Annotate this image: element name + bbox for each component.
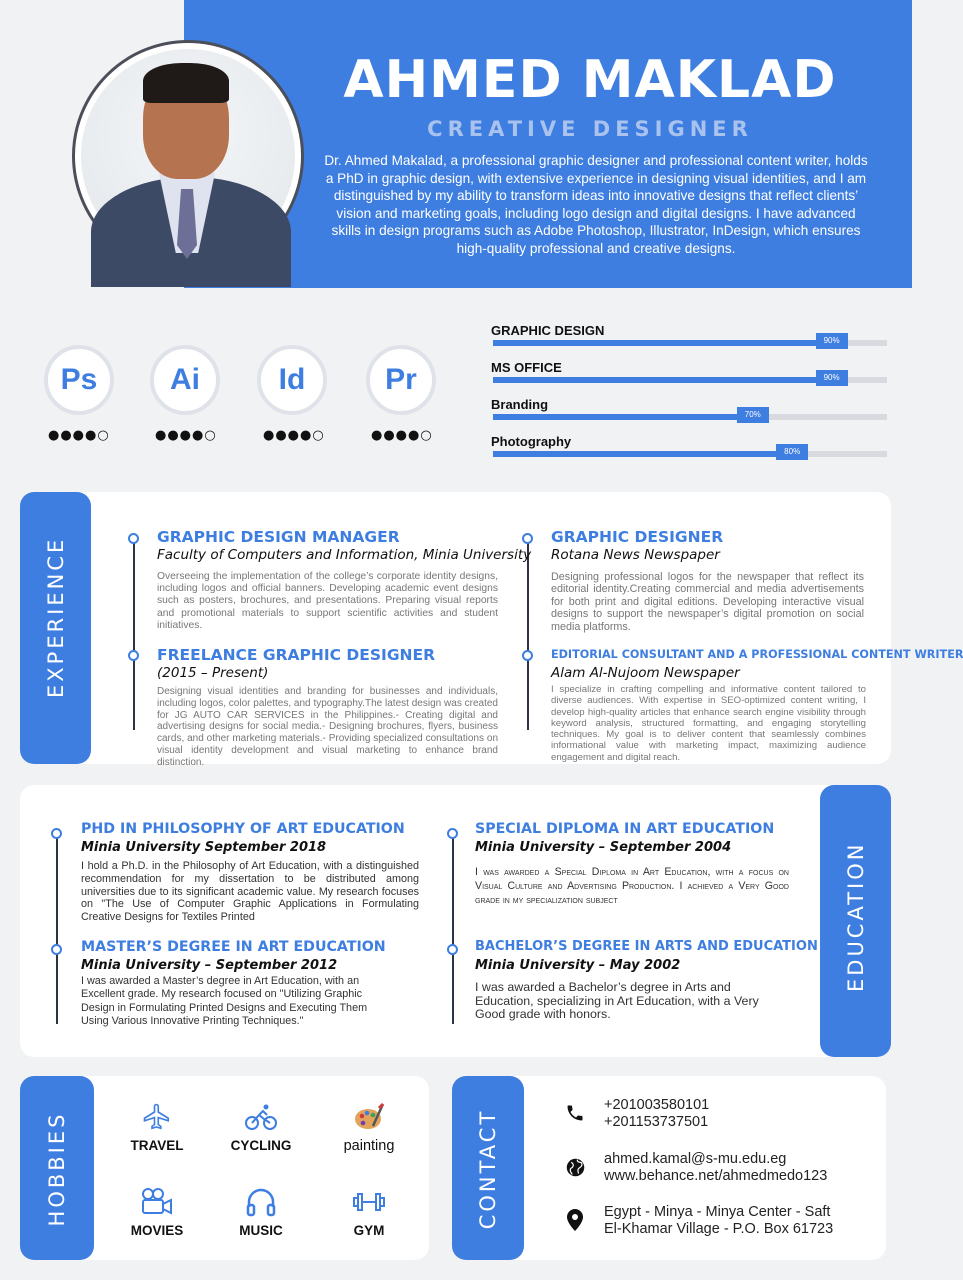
job-title-heading: EDITORIAL CONSULTANT AND A PROFESSIONAL CONTENT WRITER (551, 648, 963, 661)
job-title-heading: FREELANCE GRAPHIC DESIGNER (157, 646, 436, 664)
globe-icon (565, 1157, 586, 1178)
software-rating: ●●●●○ (371, 428, 433, 443)
skill-percent: 90% (816, 333, 848, 349)
headphones-icon (245, 1187, 277, 1217)
timeline-dot (447, 828, 458, 839)
degree-description: I hold a Ph.D. in the Philosophy of Art Education, with a distinguished recommendation for my dissertation to be distributed among universities due to its significant academic value. My research focuses on "The Use of Computer Graphic Applications in Formulating Creative Designs for Textiles Printed (81, 860, 419, 924)
phone-number[interactable]: +201003580101 (604, 1097, 710, 1113)
job-organization: Rotana News Newspaper (551, 547, 720, 563)
phone-icon (565, 1103, 585, 1123)
degree-institution: Minia University – September 2004 (475, 840, 732, 855)
degree-description: I was awarded a Master’s degree in Art Education, with an Excellent grade. My research focused on "Utilizing Graphic Design in Formulating Printed Designs and Executing Them Using Various Innovative Printing Techniques." (81, 975, 368, 1028)
degree-institution: Minia University – September 2012 (81, 958, 338, 973)
timeline-dot (447, 944, 458, 955)
address-line: El-Khamar Village - P.O. Box 61723 (604, 1221, 834, 1237)
timeline-line (56, 836, 58, 1024)
bio-text: Dr. Ahmed Makalad, a professional graphic designer and professional content writer, holds a PhD in graphic design, with extensive experience in designing visual identities, and I am distinguished by my ability to transform ideas into innovative designs that reflect clients’ vision and marketing goals, including logo design and digital designs. I have advanced skills in design programs such as Adobe Photoshop, Illustrator, InDesign, which ensures high-quality professional and creative designs. (324, 153, 868, 256)
hobby-music: MUSIC (221, 1187, 301, 1238)
education-heading: EDUCATION (844, 841, 868, 992)
job-description: Designing visual identities and branding for businesses and individuals, including logos, color palettes, and typography.The latest design was created for JG AUTO CAR SERVICES in the Philippines.- Creating digital and advertising designs for social media.- Designing brochures, flyers, business cards, and other marketing materials.- Providing specialized consultations on visual identity development and visual marketing to enhance brand distinction. (157, 686, 498, 768)
skill-percent: 90% (816, 370, 848, 386)
address-line: Egypt - Minya - Minya Center - Saft (604, 1204, 831, 1220)
timeline-dot (128, 650, 139, 661)
hobby-gym: GYM (329, 1187, 409, 1238)
job-title-heading: GRAPHIC DESIGNER (551, 528, 724, 546)
job-description: Overseeing the implementation of the college’s corporate identity designs, including logos and official banners. Developing academic event designs such as posters, brochures, and presentations. Preparing visual reports and promotional materials to support scientific activities and student initiatives. (157, 571, 498, 631)
contact-heading: CONTACT (476, 1108, 500, 1230)
job-title: CREATIVE DESIGNER (427, 117, 753, 141)
skill-bar (491, 434, 887, 456)
skill-bar (491, 397, 887, 419)
location-pin-icon (567, 1209, 583, 1231)
website-link[interactable]: www.behance.net/ahmedmedo123 (604, 1168, 828, 1184)
cycling-icon (244, 1102, 278, 1132)
degree-description: I was awarded a Bachelor’s degree in Arts and Education, specializing in Art Education, with a Very Good grade with honors. (475, 980, 759, 1022)
job-description: Designing professional logos for the newspaper that reflect its editorial identity.Creating commercial and media advertisements for both print and digital editions. Developing interactive visual designs to support the newspaper’s digital promotion on social media platforms. (551, 571, 864, 633)
software-rating: ●●●●○ (48, 428, 110, 443)
timeline-line (133, 540, 135, 730)
email-link[interactable]: ahmed.kamal@s-mu.edu.eg (604, 1151, 787, 1167)
degree-institution: Minia University – May 2002 (475, 958, 681, 973)
timeline-dot (51, 828, 62, 839)
hobbies-heading: HOBBIES (45, 1111, 69, 1227)
timeline-dot (522, 533, 533, 544)
degree-title: MASTER’S DEGREE IN ART EDUCATION (81, 939, 386, 955)
hobby-movies: MOVIES (117, 1187, 197, 1238)
timeline-dot (51, 944, 62, 955)
illustrator-icon: Ai (150, 345, 220, 415)
skill-label: Branding (491, 397, 549, 412)
premiere-icon: Pr (366, 345, 436, 415)
palette-icon (353, 1102, 385, 1132)
person-name: AHMED MAKLAD (343, 50, 837, 110)
hobby-travel: TRAVEL (117, 1102, 197, 1153)
hobby-cycling: CYCLING (221, 1102, 301, 1153)
skill-label: GRAPHIC DESIGN (491, 323, 605, 338)
dumbbell-icon (352, 1187, 386, 1217)
indesign-icon: Id (257, 345, 327, 415)
timeline-line (527, 540, 529, 730)
degree-title: PHD IN PHILOSOPHY OF ART EDUCATION (81, 821, 405, 837)
job-organization: Faculty of Computers and Information, Minia University (157, 547, 532, 563)
experience-heading: EXPERIENCE (44, 536, 68, 698)
skill-label: Photography (491, 434, 572, 449)
airplane-icon (142, 1102, 172, 1132)
skill-label: MS OFFICE (491, 360, 562, 375)
degree-title: BACHELOR’S DEGREE IN ARTS AND EDUCATION (475, 939, 818, 954)
phone-number[interactable]: +201153737501 (604, 1114, 709, 1130)
timeline-line (452, 836, 454, 1024)
timeline-dot (522, 650, 533, 661)
skill-percent: 80% (776, 444, 808, 460)
movie-camera-icon (140, 1187, 174, 1217)
photoshop-icon: Ps (44, 345, 114, 415)
degree-description: I was awarded a Special Diploma in Art Education, with a focus on Visual Culture and Advertising Production. I achieved a Very Good grade in my specialization subject (475, 866, 789, 906)
skill-percent: 70% (737, 407, 769, 423)
skill-bar (491, 360, 887, 382)
skill-bar (491, 323, 887, 345)
degree-institution: Minia University September 2018 (81, 840, 327, 855)
software-rating: ●●●●○ (263, 428, 325, 443)
job-title-heading: GRAPHIC DESIGN MANAGER (157, 528, 400, 546)
job-organization: (2015 – Present) (157, 665, 269, 681)
software-rating: ●●●●○ (155, 428, 217, 443)
degree-title: SPECIAL DIPLOMA IN ART EDUCATION (475, 821, 775, 837)
job-description: I specialize in crafting compelling and informative content tailored to diverse audiences. With expertise in SEO-optimized content writing, I develop high-quality articles that enhance search engine visibility through keyword analysis, structured formatting, and engaging storytelling techniques. My goal is to deliver content that seamlessly combines informational value with marketing impact, maximizing audience engagement and digital reach. (551, 684, 866, 763)
timeline-dot (128, 533, 139, 544)
profile-photo (72, 40, 304, 272)
job-organization: Alam Al-Nujoom Newspaper (551, 665, 740, 681)
hobby-painting: painting (329, 1102, 409, 1154)
